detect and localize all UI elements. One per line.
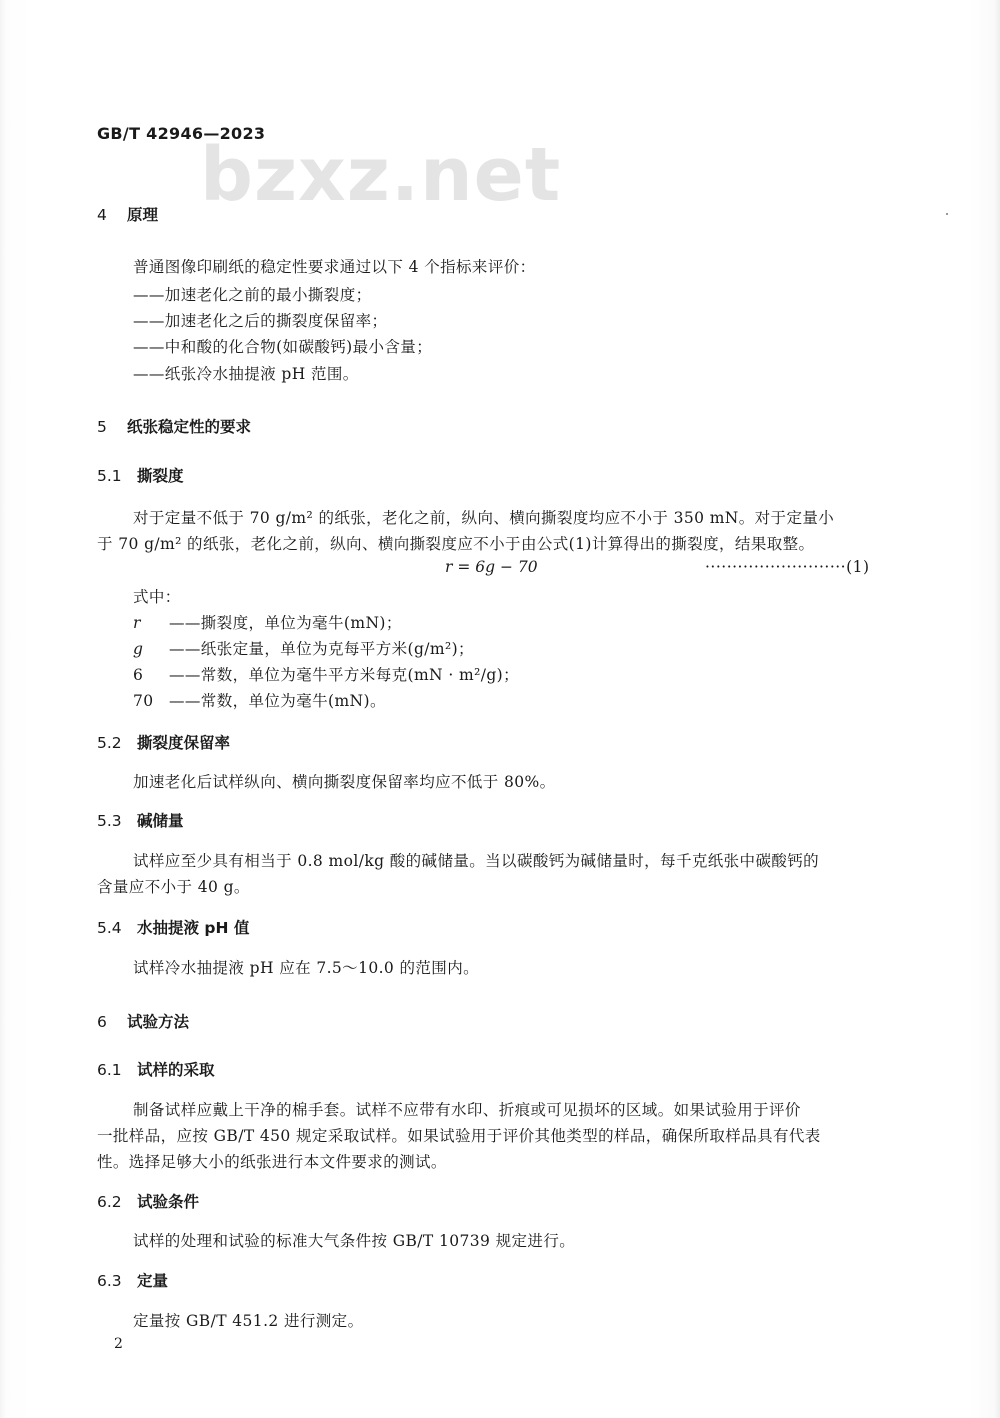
paragraph: 试样应至少具有相当于 0.8 mol/kg 酸的碱储量。当以碳酸钙为碱储量时，每千克纸张中碳酸钙的 xyxy=(133,852,820,870)
section-number: 5 xyxy=(97,418,107,436)
list-item: ——纸张冷水抽提液 pH 范围。 xyxy=(133,365,359,383)
variable-symbol: g xyxy=(133,640,144,658)
standard-code: GB/T 42946—2023 xyxy=(97,124,266,143)
list-item: ——中和酸的化合物(如碳酸钙)最小含量； xyxy=(133,338,433,356)
variable-symbol: 70 xyxy=(133,692,154,710)
list-item: ——加速老化之后的撕裂度保留率； xyxy=(133,312,388,330)
section-title: 试验方法 xyxy=(127,1013,190,1031)
subsection-title: 撕裂度保留率 xyxy=(137,734,231,752)
subsection-number: 6.1 xyxy=(97,1061,122,1079)
section-6-heading xyxy=(97,1010,189,1032)
watermark: bzxz.net xyxy=(200,132,562,218)
paragraph: 含量应不小于 40 g。 xyxy=(97,878,250,896)
paragraph: 于 70 g/m² 的纸张，老化之前，纵向、横向撕裂度应不小于由公式(1)计算得出的撕裂度，结果取整。 xyxy=(97,535,815,553)
variable-description: ——常数，单位为毫牛(mN)。 xyxy=(169,692,386,710)
variable-definition xyxy=(133,611,402,633)
variable-description: ——常数，单位为毫牛平方米每克(mN · m²/g)； xyxy=(169,666,519,684)
subsection-number: 5.3 xyxy=(97,812,122,830)
variable-definition xyxy=(133,637,474,659)
formula: r = 6g − 70 xyxy=(445,558,538,576)
variable-symbol: r xyxy=(133,614,141,632)
subsection-number: 5.2 xyxy=(97,734,122,752)
paragraph: 普通图像印刷纸的稳定性要求通过以下 4 个指标来评价： xyxy=(133,258,536,276)
variable-definition xyxy=(133,689,386,711)
variable-definition xyxy=(133,663,519,685)
subsection-number: 5.4 xyxy=(97,919,122,937)
page-number: 2 xyxy=(114,1336,123,1352)
subsection-number: 6.2 xyxy=(97,1193,122,1211)
variable-description: ——纸张定量，单位为克每平方米(g/m²)； xyxy=(169,640,474,658)
section-title: 纸张稳定性的要求 xyxy=(127,418,252,436)
subsection-title: 试验条件 xyxy=(137,1193,200,1211)
subsection-6-2-heading xyxy=(97,1190,199,1212)
paragraph: 性。选择足够大小的纸张进行本文件要求的测试。 xyxy=(97,1153,447,1171)
subsection-5-1-heading xyxy=(97,464,184,486)
subsection-5-3-heading xyxy=(97,809,184,831)
scan-speck xyxy=(946,213,948,215)
subsection-6-3-heading xyxy=(97,1269,168,1291)
section-4-heading xyxy=(97,203,158,225)
paragraph: 一批样品，应按 GB/T 450 规定采取试样。如果试验用于评价其他类型的样品，确保所取样品具有代表 xyxy=(97,1127,821,1145)
subsection-5-4-heading xyxy=(97,916,249,938)
list-item: ——加速老化之前的最小撕裂度； xyxy=(133,286,372,304)
where-label: 式中： xyxy=(133,588,181,606)
paragraph: 制备试样应戴上干净的棉手套。试样不应带有水印、折痕或可见损坏的区域。如果试验用于评价 xyxy=(133,1101,801,1119)
paragraph: 试样的处理和试验的标准大气条件按 GB/T 10739 规定进行。 xyxy=(133,1232,576,1250)
section-5-heading xyxy=(97,415,251,437)
formula-number: ··························(1) xyxy=(705,558,870,576)
subsection-number: 5.1 xyxy=(97,467,122,485)
subsection-title: 定量 xyxy=(137,1272,169,1290)
subsection-number: 6.3 xyxy=(97,1272,122,1290)
paragraph: 定量按 GB/T 451.2 进行测定。 xyxy=(133,1312,364,1330)
subsection-title: 试样的采取 xyxy=(137,1061,215,1079)
subsection-6-1-heading xyxy=(97,1058,215,1080)
subsection-title: 碱储量 xyxy=(137,812,184,830)
section-number: 6 xyxy=(97,1013,107,1031)
paragraph: 加速老化后试样纵向、横向撕裂度保留率均应不低于 80%。 xyxy=(133,773,556,791)
subsection-5-2-heading xyxy=(97,731,230,753)
variable-description: ——撕裂度，单位为毫牛(mN)； xyxy=(169,614,402,632)
section-number: 4 xyxy=(97,206,107,224)
subsection-title: 撕裂度 xyxy=(137,467,184,485)
section-title: 原理 xyxy=(127,206,159,224)
variable-symbol: 6 xyxy=(133,666,144,684)
subsection-title: 水抽提液 pH 值 xyxy=(137,919,250,937)
paragraph: 对于定量不低于 70 g/m² 的纸张，老化之前，纵向、横向撕裂度均应不小于 350 mN。对于定量小 xyxy=(133,509,835,527)
paragraph: 试样冷水抽提液 pH 应在 7.5～10.0 的范围内。 xyxy=(133,959,480,977)
